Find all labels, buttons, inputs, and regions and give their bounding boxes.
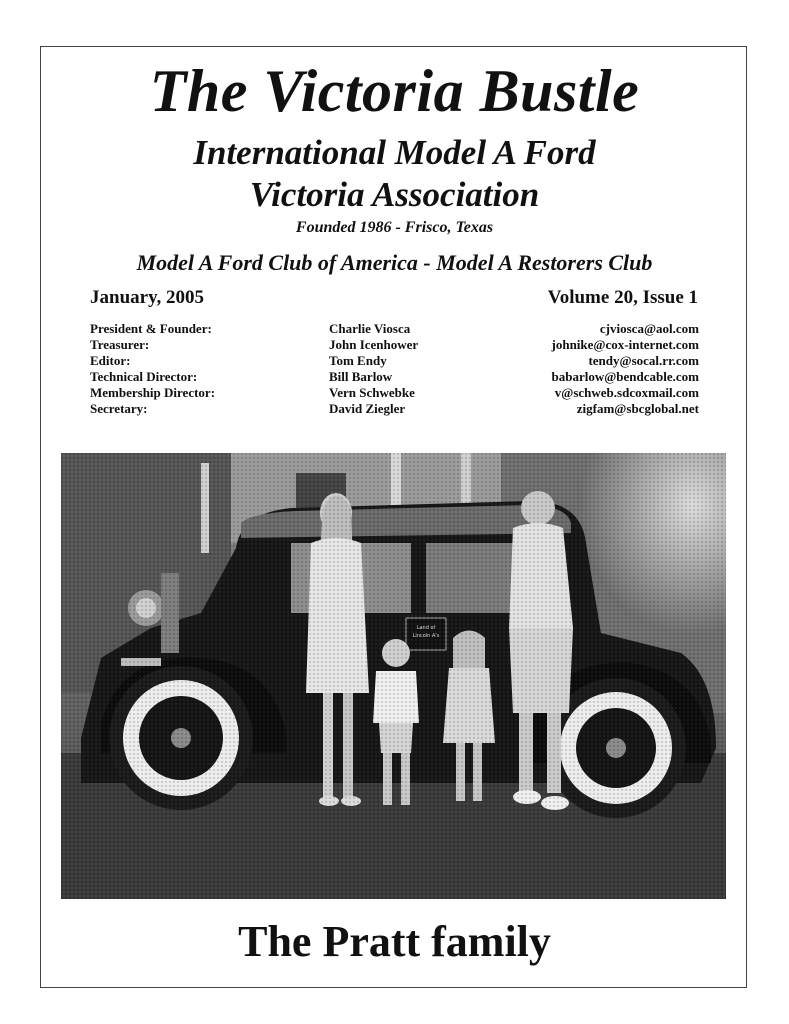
- officer-email: johnike@cox-internet.com: [551, 337, 699, 352]
- officer-email: babarlow@bendcable.com: [551, 369, 699, 384]
- officer-email: tendy@socal.rr.com: [588, 353, 699, 368]
- officer-name: David Ziegler: [329, 401, 406, 416]
- officer-email: cjviosca@aol.com: [599, 321, 699, 336]
- cover-photo: [61, 453, 726, 899]
- association-name-line2: Victoria Association: [249, 175, 540, 214]
- association-name-line1: International Model A Ford: [193, 133, 596, 172]
- officer-name: Tom Endy: [329, 353, 387, 368]
- officer-row: [90, 321, 699, 337]
- officer-email: v@schweb.sdcoxmail.com: [554, 385, 699, 400]
- officer-name: Charlie Viosca: [329, 321, 411, 336]
- affiliated-clubs: Model A Ford Club of America - Model A Restorers Club: [136, 250, 653, 275]
- photo-caption: The Pratt family: [238, 917, 551, 966]
- officer-role: Editor:: [90, 353, 131, 368]
- officer-row: [90, 337, 699, 353]
- officer-name: Vern Schwebke: [329, 385, 415, 400]
- issue-volume: Volume 20, Issue 1: [547, 287, 698, 308]
- officer-row: [90, 385, 699, 401]
- officer-row: [90, 401, 699, 417]
- cover-photo-illustration: [61, 453, 726, 899]
- officer-role: President & Founder:: [90, 321, 212, 336]
- officer-name: Bill Barlow: [329, 369, 393, 384]
- officer-role: Technical Director:: [90, 369, 198, 384]
- officer-role: Treasurer:: [90, 337, 150, 352]
- officers-list: [90, 321, 699, 417]
- newsletter-title: The Victoria Bustle: [149, 58, 640, 124]
- officer-role: Membership Director:: [90, 385, 216, 400]
- officer-email: zigfam@sbcglobal.net: [576, 401, 699, 416]
- officer-name: John Icenhower: [329, 337, 419, 352]
- officer-role: Secretary:: [90, 401, 148, 416]
- officer-row: [90, 353, 699, 369]
- officer-row: [90, 369, 699, 385]
- founded-line: Founded 1986 - Frisco, Texas: [295, 219, 494, 236]
- issue-date: January, 2005: [90, 287, 205, 308]
